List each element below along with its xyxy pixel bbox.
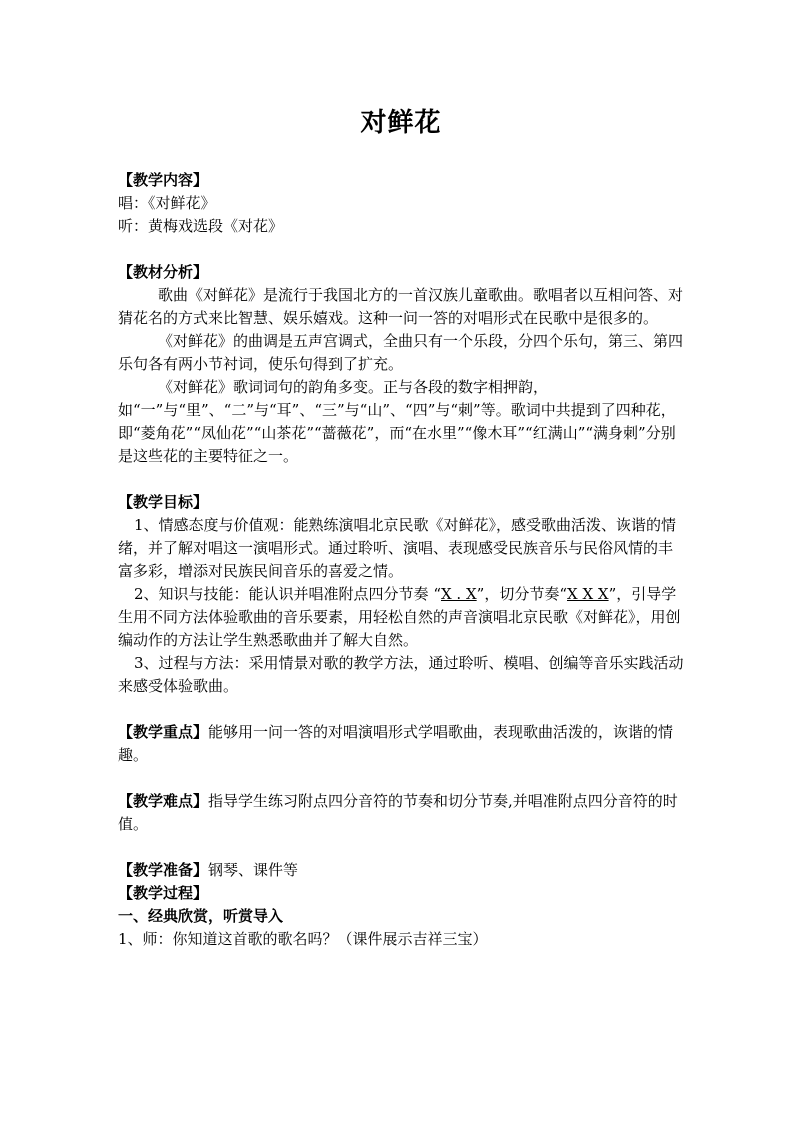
analysis-paragraph-3: 《对鲜花》歌词词句的韵角多变。正与各段的数字相押韵，如“一”与“里”、“二”与“耳”、“三”与“山”、“四”与“刺”等。歌词中共提到了四种花，即“菱角花”“凤仙花”“山茶花”“蔷薇花”，而“在水里”“像木耳”“红满山”“满身刺”分别是这些花的主要特征之一。 xyxy=(118,378,676,465)
difficulty xyxy=(118,790,684,836)
goal-2-text-c: ”，引导学生用不同方法体验歌曲的音乐要素，用轻松自然的声音演唱北京民歌《对鲜花》，用创编动作的方法让学生熟悉歌曲并了解大自然。 xyxy=(118,585,681,649)
section-heading-preparation: 【教学准备】 xyxy=(118,861,209,879)
analysis-paragraph-2: 《对鲜花》的曲调是五声宫调式，全曲只有一个乐段，分四个乐句，第三、第四乐句各有两小节衬词，使乐句得到了扩充。 xyxy=(118,332,684,373)
difficulty-text: 指导学生练习附点四分音符的节奏和切分节奏,并唱准附点四分音符的时值。 xyxy=(118,792,678,833)
section-heading-goals: 【教学目标】 xyxy=(118,493,209,511)
key-point-text: 能够用一问一答的对唱演唱形式学唱歌曲，表现歌曲活泼的，诙谐的情趣。 xyxy=(118,723,674,764)
page-title: 对鲜花 xyxy=(360,108,442,138)
document-body xyxy=(118,169,684,951)
process-step-1: 一、经典欣赏，听赏导入 xyxy=(118,907,284,925)
syncopation-notation: X X X xyxy=(567,585,609,603)
section-heading-difficulty: 【教学难点】 xyxy=(118,792,209,810)
goal-2-text-b: ”，切分节奏“ xyxy=(476,585,567,603)
analysis-paragraph-1: 歌曲《对鲜花》是流行于我国北方的一首汉族儿童歌曲。歌唱者以互相问答、对猜花名的方式来比智慧、娱乐嬉戏。这种一问一答的对唱形式在民歌中是很多的。 xyxy=(118,286,684,327)
key-point xyxy=(118,721,684,767)
section-heading-content: 【教学内容】 xyxy=(118,171,209,189)
content-line-listen: 听：黄梅戏选段《对花》 xyxy=(118,217,284,235)
goal-1: 1、情感态度与价值观：能熟练演唱北京民歌《对鲜花》，感受歌曲活泼、诙谐的情绪，并了解对唱这一演唱形式。通过聆听、演唱、表现感受民族音乐与民俗风情的丰富多彩，增添对民族民间音乐的喜爱之情。 xyxy=(118,516,677,580)
preparation-text: 钢琴、课件等 xyxy=(208,861,299,879)
section-heading-analysis: 【教材分析】 xyxy=(118,263,209,281)
goal-3: 3、过程与方法：采用情景对歌的教学方法，通过聆听、模唱、创编等音乐实践活动来感受体验歌曲。 xyxy=(118,654,684,695)
section-heading-key-point: 【教学重点】 xyxy=(118,723,209,741)
content-line-sing: 唱：《对鲜花》 xyxy=(118,194,216,212)
goal-2 xyxy=(118,583,684,652)
goal-2-text-a: 2、知识与技能：能认识并唱准附点四分节奏 “ xyxy=(134,585,441,603)
preparation xyxy=(118,859,684,882)
process-line-1: 1、师：你知道这首歌的歌名吗？（课件展示吉祥三宝） xyxy=(118,930,488,948)
dotted-rhythm-notation: X . X xyxy=(440,585,477,603)
section-heading-process: 【教学过程】 xyxy=(118,884,209,902)
